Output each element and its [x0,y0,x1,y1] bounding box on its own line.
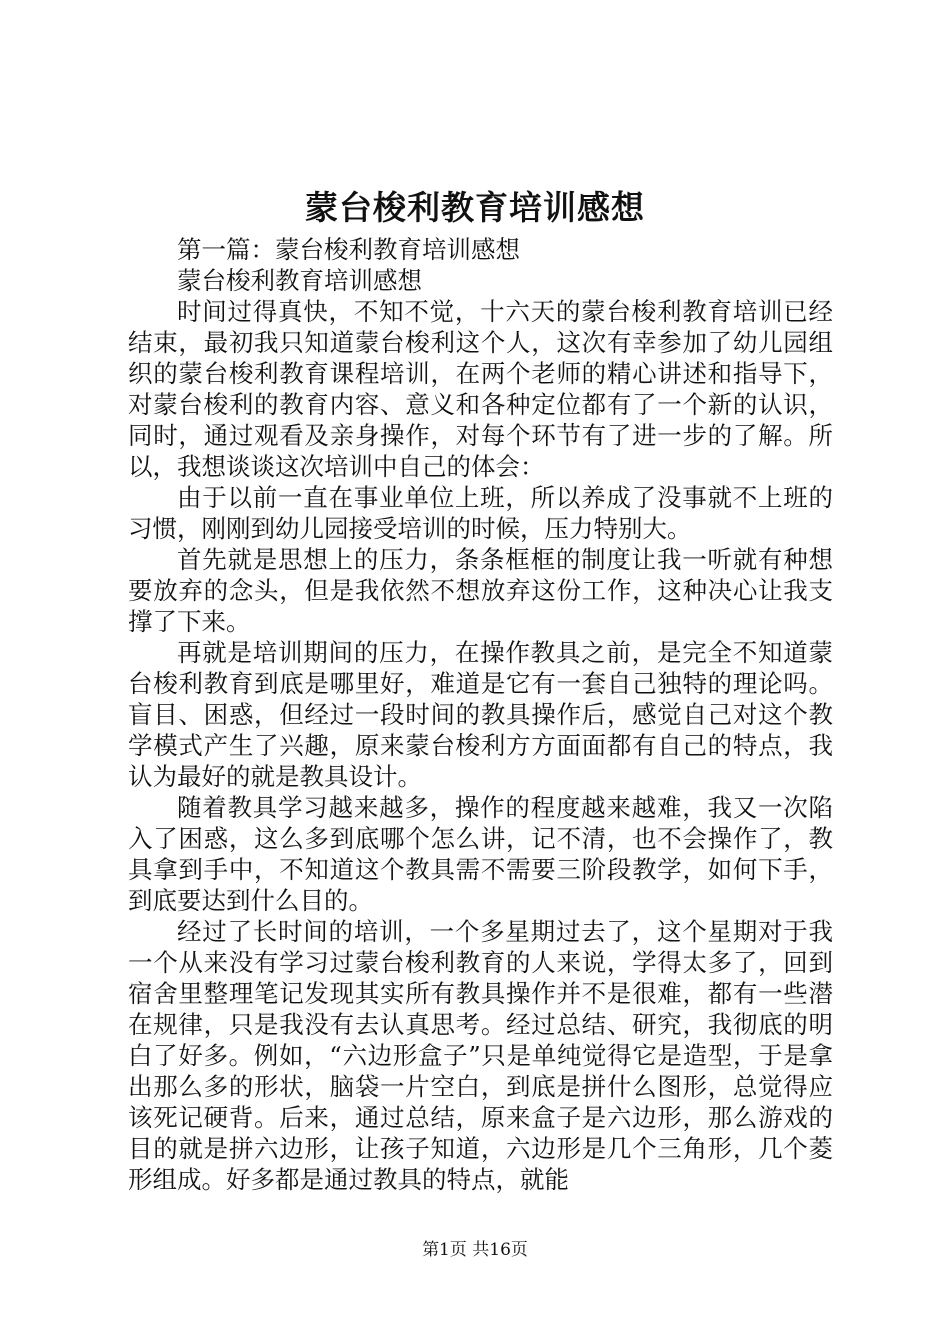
paragraph: 由于以前一直在事业单位上班，所以养成了没事就不上班的习惯，刚刚到幼儿园接受培训的时候，压力特别大。 [128,483,833,543]
document-body [128,234,833,1195]
paragraph: 经过了长时间的培训，一个多星期过去了，这个星期对于我一个从来没有学习过蒙台梭利教育的人来说，学得太多了，回到宿舍里整理笔记发现其实所有教具操作并不是很难，都有一些潜在规律，只是我没有去认真思考。经过总结、研究，我彻底的明白了好多。例如，“六边形盒子”只是单纯觉得它是造型，于是拿出那么多的形状，脑袋一片空白，到底是拼什么图形，总觉得应该死记硬背。后来，通过总结，原来盒子是六边形，那么游戏的目的就是拼六边形，让孩子知道，六边形是几个三角形，几个菱形组成。好多都是通过教具的特点，就能 [128,917,833,1194]
paragraph: 首先就是思想上的压力，条条框框的制度让我一听就有种想要放弃的念头，但是我依然不想放弃这份工作，这种决心让我支撑了下来。 [128,545,833,636]
paragraph: 时间过得真快，不知不觉，十六天的蒙台梭利教育培训已经结束，最初我只知道蒙台梭利这个人，这次有幸参加了幼儿园组织的蒙台梭利教育课程培训，在两个老师的精心讲述和指导下，对蒙台梭利的教育内容、意义和各种定位都有了一个新的认识，同时，通过观看及亲身操作，对每个环节有了进一步的了解。所以，我想谈谈这次培训中自己的体会： [128,297,833,481]
document-title: 蒙台梭利教育培训感想 [305,188,645,227]
paragraph: 随着教具学习越来越多，操作的程度越来越难，我又一次陷入了困惑，这么多到底哪个怎么讲，记不清，也不会操作了，教具拿到手中，不知道这个教具需不需要三阶段教学，如何下手，到底要达到什么目的。 [128,793,833,915]
paragraph-subtitle: 蒙台梭利教育培训感想 [177,266,422,295]
paragraph-section-heading: 第一篇：蒙台梭利教育培训感想 [177,235,520,264]
paragraph: 再就是培训期间的压力，在操作教具之前，是完全不知道蒙台梭利教育到底是哪里好，难道是它有一套自己独特的理论吗。盲目、困惑，但经过一段时间的教具操作后，感觉自己对这个教学模式产生了兴趣，原来蒙台梭利方方面面都有自己的特点，我认为最好的就是教具设计。 [128,638,833,791]
page-number-footer: 第1页 共16页 [422,1240,528,1260]
